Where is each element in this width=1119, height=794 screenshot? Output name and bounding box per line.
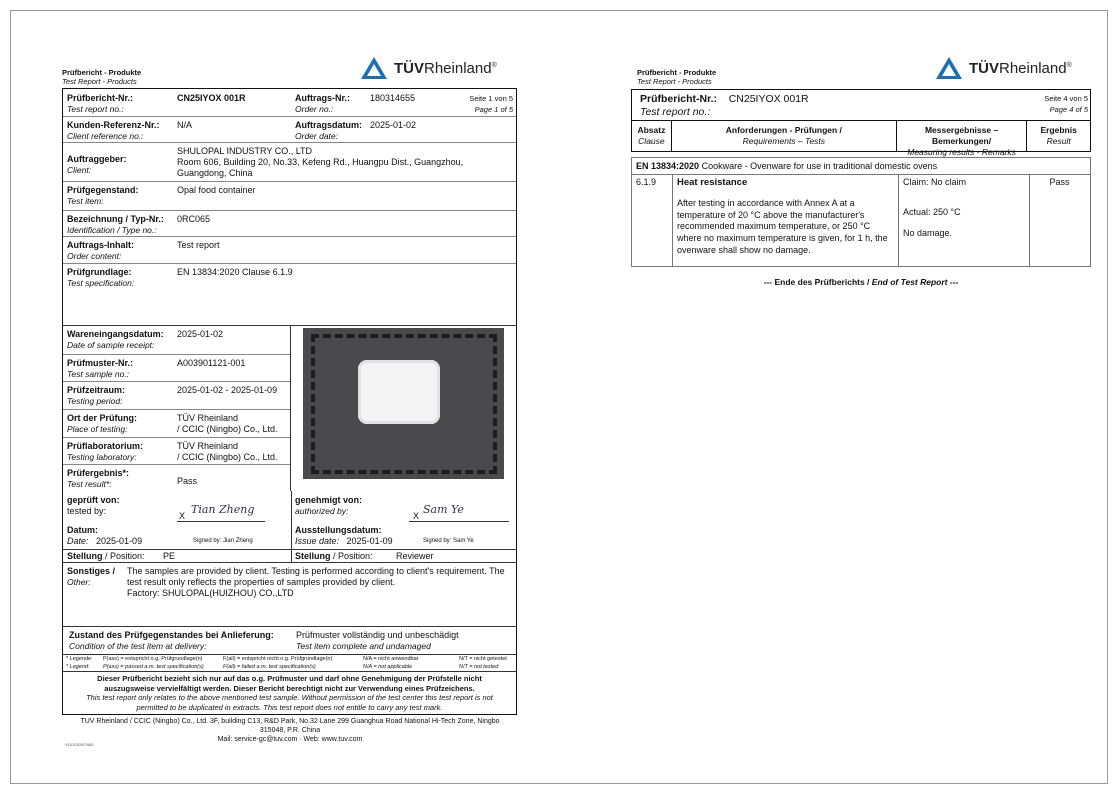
- legend-entry: N/T = not tested: [459, 664, 499, 670]
- requirement-title: Heat resistance: [677, 177, 748, 188]
- legend-entry: P(ass) = passed a.m. test specification(s): [103, 664, 204, 670]
- legend-entry: * Legend:: [66, 664, 90, 670]
- authorizer-signature: Sam Ye: [423, 503, 464, 516]
- actual: Actual: 250 °C: [903, 207, 961, 217]
- position-row: Stellung / Position: PE Stellung / Position: Reviewer: [63, 549, 516, 563]
- detail-row: Prüflaboratorium: Testing laboratory: TÜV Rheinland / CCIC (Ningbo) Co., Ltd.: [63, 438, 290, 465]
- legend-entry: * Legende:: [66, 656, 93, 662]
- detail-row: Wareneingangsdatum: Date of sample receipt: 2025-01-02: [63, 326, 290, 355]
- test-item-row: Prüfgegenstand: Test item: Opal food container: [63, 182, 516, 211]
- legend-row: [63, 655, 516, 672]
- page-header: Prüfbericht - Produkte Test Report - Products: [62, 68, 142, 86]
- end-of-report: --- Ende des Prüfberichts / End of Test Report ---: [763, 277, 959, 287]
- page-header-table: Prüfbericht-Nr.: CN25IYOX 001R Test report no.: Seite 4 von 5 Page 4 of 5 Absatz Clause Anforderungen - Prüfungen / Requirements – Tests Messergebnisse – Bemerkungen/ Measuring results - Remarks Ergebnis Result: [631, 89, 1091, 152]
- column-header: Messergebnisse – Bemerkungen/ Measuring results - Remarks: [897, 121, 1027, 151]
- legend-entry: N/A = nicht anwendbar: [363, 656, 419, 662]
- result: Pass: [1049, 177, 1070, 187]
- standard-title: EN 13834:2020 Cookware - Ovenware for use in traditional domestic ovens: [636, 161, 938, 171]
- legend-entry: N/T = nicht getestet: [459, 656, 507, 662]
- page-footer: TUV Rheinland / CCIC (Ningbo) Co., Ltd. 3F, building C13, R&D Park, No.32 Lane 299 Guanghua Road National Hi-Tech Zone, Ningbo 315048, P.R. China Mail: service-gc@tuv.com · Web: www.tuv.com: [80, 718, 500, 743]
- legend-entry: N/A = not applicable: [363, 664, 413, 670]
- tester-signature: Tian Zheng: [191, 503, 255, 516]
- column-header: Absatz Clause: [632, 121, 672, 151]
- legend-entry: P(ass) = entspricht o.g. Prüfgrundlage(n): [103, 656, 203, 662]
- test-spec-row: Prüfgrundlage: Test specification: EN 13834:2020 Clause 6.1.9: [63, 264, 516, 326]
- claim: Claim: No claim: [903, 177, 967, 187]
- report-number: CN25IYOX 001R: [177, 93, 246, 103]
- detail-row: Prüfzeitraum: Testing period: 2025-01-02 - 2025-01-09: [63, 382, 290, 410]
- sample-details: [63, 326, 291, 491]
- results-table: [631, 157, 1091, 267]
- tuv-triangle-icon: [360, 56, 388, 80]
- doc-code: V1010020CN05: [65, 742, 94, 747]
- column-header: Ergebnis Result: [1040, 125, 1077, 146]
- client-row: Auftraggeber: Client: SHULOPAL INDUSTRY CO., LTD Room 606, Building 20, No.33, Kefeng Rd., Huangpu Dist., Guangzhou, Guangdong, China: [63, 143, 516, 182]
- other-row: Sonstiges / Other: The samples are provided by client. Testing is performed according to client's requirement. The test result only reflects the properties of samples provided by client. Factory: SHULOPAL(HUIZHOU) CO.,LTD: [63, 563, 516, 627]
- legend-entry: F(ail) = failed a.m. test specification(s): [223, 664, 316, 670]
- condition-row: Zustand des Prüfgegenstandes bei Anlieferung: Condition of the test item at delivery: Prüfmuster vollständig und unbeschädigt Test item complete and undamaged: [63, 627, 516, 655]
- detail-row: Prüfergebnis*: Test result*: Pass: [67, 468, 198, 489]
- tuv-triangle-icon: [935, 56, 963, 80]
- tuv-logo: TÜVRheinland®: [935, 56, 1072, 80]
- signatures-row: geprüft von: tested by: X Tian Zheng Signed by: Jian Zheng Datum: Date: 2025-01-09 genehmigt von: authorized by: X Sam Ye Signed by: Sam Ye Ausstellungsdatum: Issue date: 2025-01-09: [63, 491, 516, 549]
- remark: No damage.: [903, 228, 953, 238]
- clause: 6.1.9: [636, 177, 657, 187]
- tuv-logo: TÜVRheinland®: [360, 56, 497, 80]
- column-header: Anforderungen - Prüfungen / Requirements – Tests: [672, 121, 897, 151]
- disclaimer: Dieser Prüfbericht bezieht sich nur auf das o.g. Prüfmuster und darf ohne Genehmigung der Prüfstelle nicht auszugsweise vervielfältigt werden. Dieser Bericht berechtigt nicht zur Verwendung eines Prüfzeichens. This test report only relates to the above mentioned test sample. Without permission of the test center this test report is not permitted to be duplicated in extracts. This test report does not entitle to carry any test mark.: [86, 674, 493, 712]
- detail-row: Ort der Prüfung: Place of testing: TÜV Rheinland / CCIC (Ningbo) Co., Ltd.: [63, 410, 290, 438]
- report-no-row: Prüfbericht-Nr.: Test report no.: CN25IYOX 001R Auftrags-Nr.: Order no.: 180314655 Seite 1 von 5 Page 1 of 5: [63, 89, 516, 117]
- page-header: Prüfbericht - Produkte Test Report - Products: [637, 68, 717, 86]
- report-cover-table: [62, 88, 517, 715]
- detail-row: Prüfmuster-Nr.: Test sample no.: A003901121-001: [63, 355, 290, 382]
- client-ref-row: Kunden-Referenz-Nr.: Client reference no.: N/A Auftragsdatum: Order date: 2025-01-02: [63, 117, 516, 143]
- order-content-row: Auftrags-Inhalt: Order content: Test report: [63, 237, 516, 264]
- requirement-text: After testing in accordance with Annex A at a temperature of 20 °C above the manufacturer's recommended maximum temperature, or 250 °C where no maximum temperature is given, for 1 h, the ovenware shall show no damage.: [677, 198, 888, 255]
- sample-photo: [303, 328, 504, 479]
- identification-row: Bezeichnung / Typ-Nr.: Identification / Type no.: 0RC065: [63, 211, 516, 237]
- legend-entry: F(ail) = entspricht nicht o.g. Prüfgrundlage(n): [223, 656, 333, 662]
